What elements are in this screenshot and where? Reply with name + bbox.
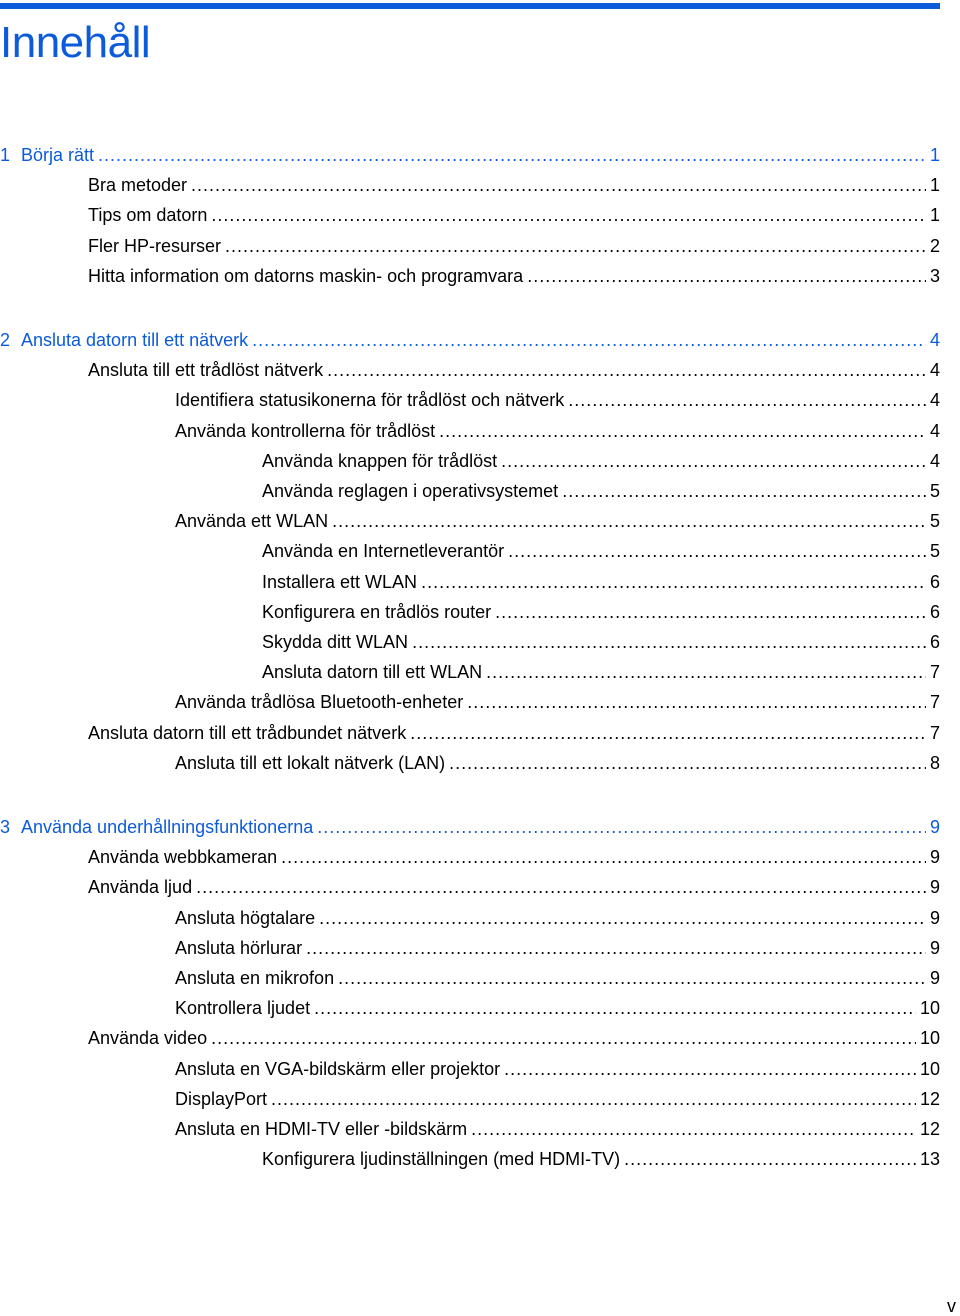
- toc-entry[interactable]: [88, 203, 940, 227]
- dot-leader: [501, 449, 926, 473]
- toc-page-number: 4: [929, 330, 940, 350]
- toc-entry-title: Använda ett WLAN: [175, 511, 329, 531]
- toc-page-number: 4: [929, 360, 940, 380]
- toc-entry-title: Skydda ditt WLAN: [262, 632, 409, 652]
- toc-page-number: 9: [929, 908, 940, 928]
- dot-leader: [486, 660, 926, 684]
- toc-entry-title: Tips om datorn: [88, 205, 208, 225]
- toc-entry-title: Hitta information om datorns maskin- och programvara: [88, 266, 524, 286]
- toc-page-number: 13: [919, 1149, 940, 1169]
- toc-entry-title: Använda reglagen i operativsystemet: [262, 481, 559, 501]
- dot-leader: [449, 751, 926, 775]
- dot-leader: [504, 1057, 916, 1081]
- toc-page-number: 4: [929, 390, 940, 410]
- dot-leader: [338, 966, 926, 990]
- toc-entry[interactable]: [175, 966, 940, 990]
- toc-entry[interactable]: [175, 936, 940, 960]
- toc-entry-title: Konfigurera ljudinställningen (med HDMI-TV): [262, 1149, 621, 1169]
- dot-leader: [252, 328, 926, 352]
- toc-entry[interactable]: [88, 845, 940, 869]
- dot-leader: [332, 509, 926, 533]
- toc-entry-title: Använda underhållningsfunktionerna: [21, 817, 314, 837]
- dot-leader: [527, 264, 926, 288]
- toc-entry[interactable]: [175, 1057, 940, 1081]
- dot-leader: [225, 234, 926, 258]
- toc-entry[interactable]: [88, 264, 940, 288]
- toc-entry-title: Använda webbkameran: [88, 847, 278, 867]
- toc-entry-title: Identifiera statusikonerna för trådlöst och nätverk: [175, 390, 565, 410]
- chapter-number: 3: [0, 817, 11, 837]
- toc-page-number: 1: [929, 145, 940, 165]
- toc-page-number: 8: [929, 753, 940, 773]
- toc-entry[interactable]: [175, 996, 940, 1020]
- dot-leader: [196, 875, 926, 899]
- toc-entry[interactable]: [262, 449, 940, 473]
- toc-entry[interactable]: [262, 660, 940, 684]
- toc-entry-title: Använda ljud: [88, 877, 193, 897]
- toc-page-number: 9: [929, 877, 940, 897]
- toc-entry-title: Börja rätt: [21, 145, 95, 165]
- toc-chapter-entry[interactable]: [0, 328, 940, 352]
- dot-leader: [471, 1117, 916, 1141]
- dot-leader: [211, 203, 926, 227]
- toc-entry[interactable]: [175, 509, 940, 533]
- toc-page-number: 9: [929, 847, 940, 867]
- toc-page-number: 12: [919, 1119, 940, 1139]
- dot-leader: [495, 600, 926, 624]
- dot-leader: [568, 388, 926, 412]
- toc-entry-title: Ansluta en HDMI-TV eller -bildskärm: [175, 1119, 468, 1139]
- toc-entry-title: Använda en Internetleverantör: [262, 541, 505, 561]
- toc-entry[interactable]: [88, 875, 940, 899]
- dot-leader: [439, 419, 926, 443]
- dot-leader: [271, 1087, 916, 1111]
- dot-leader: [624, 1147, 916, 1171]
- toc-page-number: 6: [929, 602, 940, 622]
- toc-page-number: 1: [929, 175, 940, 195]
- dot-leader: [319, 906, 926, 930]
- toc-entry-title: Använda knappen för trådlöst: [262, 451, 498, 471]
- toc-entry[interactable]: [88, 234, 940, 258]
- toc-entry[interactable]: [175, 906, 940, 930]
- dot-leader: [98, 143, 926, 167]
- toc-page-number: 5: [929, 481, 940, 501]
- dot-leader: [508, 539, 926, 563]
- dot-leader: [191, 173, 926, 197]
- toc-entry[interactable]: [175, 751, 940, 775]
- page-title: Innehåll: [0, 18, 151, 67]
- toc-entry[interactable]: [175, 419, 940, 443]
- toc-entry[interactable]: [262, 1147, 940, 1171]
- chapter-number: 2: [0, 330, 11, 350]
- toc-page-number: 7: [929, 662, 940, 682]
- toc-entry[interactable]: [175, 690, 940, 714]
- dot-leader: [410, 721, 926, 745]
- toc-entry-title: Bra metoder: [88, 175, 188, 195]
- toc-page-number: 2: [929, 236, 940, 256]
- toc-entry[interactable]: [175, 1117, 940, 1141]
- toc-entry-title: Ansluta till ett trådlöst nätverk: [88, 360, 324, 380]
- dot-leader: [412, 630, 926, 654]
- toc-chapter-entry[interactable]: [0, 143, 940, 167]
- toc-entry-title: Ansluta datorn till ett trådbundet nätverk: [88, 723, 407, 743]
- toc-page-number: 9: [929, 817, 940, 837]
- toc-entry-title: Ansluta en VGA-bildskärm eller projektor: [175, 1059, 501, 1079]
- toc-entry-title: Ansluta datorn till ett nätverk: [21, 330, 249, 350]
- toc-page-number: 10: [919, 998, 940, 1018]
- toc-entry-title: Fler HP-resurser: [88, 236, 222, 256]
- toc-entry[interactable]: [262, 570, 940, 594]
- chapter-number: 1: [0, 145, 11, 165]
- toc-page-number: 5: [929, 511, 940, 531]
- toc-entry[interactable]: [262, 600, 940, 624]
- toc-entry-title: Använda trådlösa Bluetooth-enheter: [175, 692, 464, 712]
- page-number: v: [947, 1296, 956, 1316]
- dot-leader: [467, 690, 926, 714]
- toc-entry[interactable]: [175, 1087, 940, 1111]
- toc-page-number: 3: [929, 266, 940, 286]
- toc-entry[interactable]: [88, 173, 940, 197]
- dot-leader: [421, 570, 926, 594]
- toc-entry-title: Kontrollera ljudet: [175, 998, 311, 1018]
- toc-page-number: 7: [929, 692, 940, 712]
- toc-entry-title: Ansluta datorn till ett WLAN: [262, 662, 483, 682]
- toc-entry[interactable]: [88, 721, 940, 745]
- dot-leader: [317, 815, 926, 839]
- toc-entry-title: Använda kontrollerna för trådlöst: [175, 421, 436, 441]
- toc-entry[interactable]: [262, 479, 940, 503]
- dot-leader: [314, 996, 916, 1020]
- dot-leader: [327, 358, 926, 382]
- toc-entry[interactable]: [175, 388, 940, 412]
- toc-entry-title: DisplayPort: [175, 1089, 268, 1109]
- dot-leader: [281, 845, 926, 869]
- toc-page-number: 4: [929, 421, 940, 441]
- toc-entry-title: Ansluta högtalare: [175, 908, 316, 928]
- toc-entry-title: Ansluta en mikrofon: [175, 968, 335, 988]
- toc-entry-title: Ansluta till ett lokalt nätverk (LAN): [175, 753, 446, 773]
- toc-page-number: 6: [929, 572, 940, 592]
- toc-page-number: 7: [929, 723, 940, 743]
- toc-page-number: 12: [919, 1089, 940, 1109]
- toc-entry[interactable]: [88, 1026, 940, 1050]
- toc-entry-title: Konfigurera en trådlös router: [262, 602, 492, 622]
- toc-page-number: 1: [929, 205, 940, 225]
- toc-page-number: 5: [929, 541, 940, 561]
- dot-leader: [211, 1026, 916, 1050]
- toc-page-number: 6: [929, 632, 940, 652]
- toc-page-number: 9: [929, 938, 940, 958]
- toc-chapter-entry[interactable]: [0, 815, 940, 839]
- dot-leader: [306, 936, 926, 960]
- toc-page-number: 10: [919, 1059, 940, 1079]
- toc-entry[interactable]: [88, 358, 940, 382]
- toc-entry-title: Installera ett WLAN: [262, 572, 418, 592]
- toc-page-number: 4: [929, 451, 940, 471]
- toc-entry[interactable]: [262, 630, 940, 654]
- toc-entry[interactable]: [262, 539, 940, 563]
- toc-page-number: 10: [919, 1028, 940, 1048]
- toc-entry-title: Använda video: [88, 1028, 208, 1048]
- top-rule: [0, 3, 940, 9]
- toc-entry-title: Ansluta hörlurar: [175, 938, 303, 958]
- toc-page-number: 9: [929, 968, 940, 988]
- dot-leader: [562, 479, 926, 503]
